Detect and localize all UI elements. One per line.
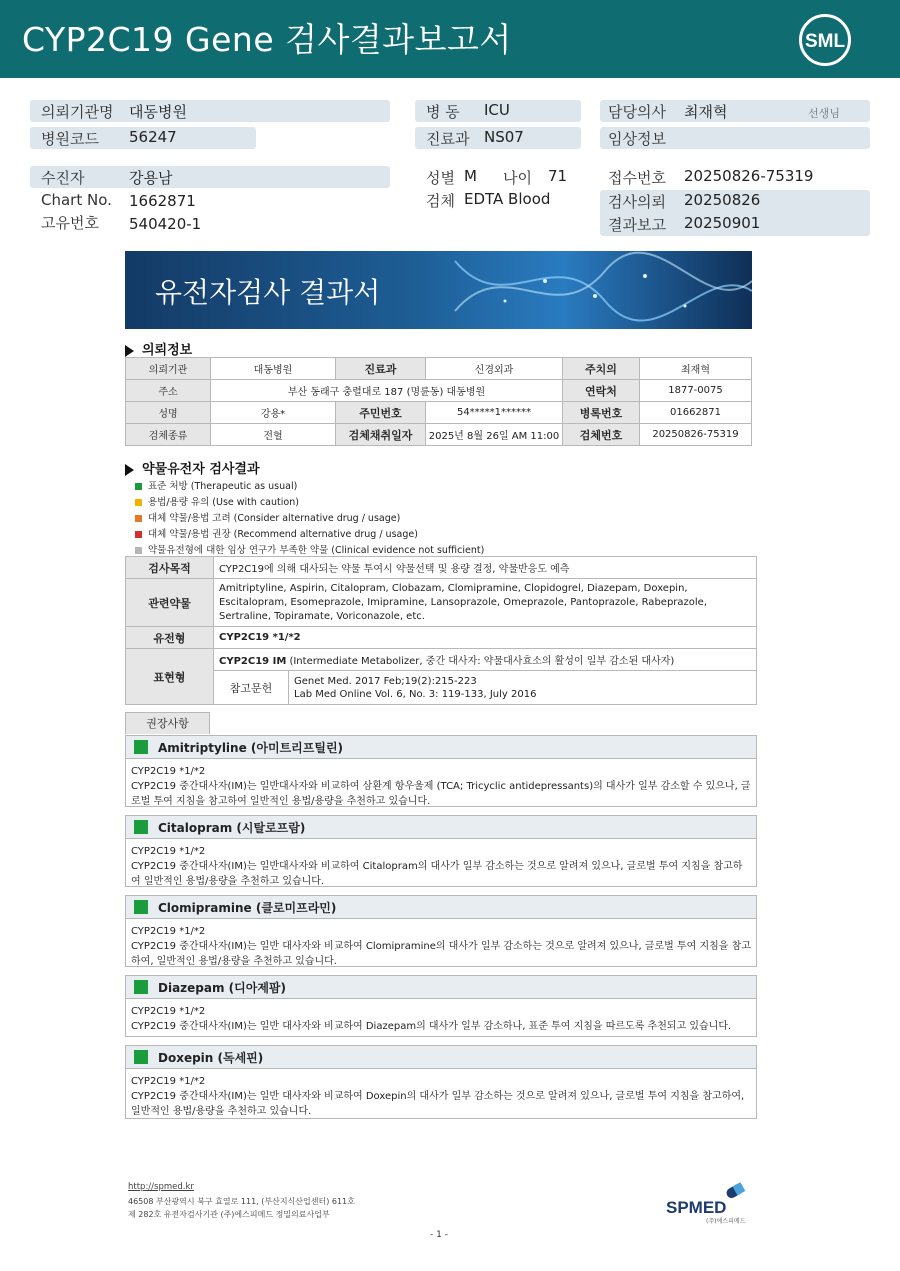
doctor-suffix: 선생님: [808, 107, 840, 120]
table-cell: 2025년 8월 26일 AM 11:00: [426, 424, 563, 446]
drug-recommendation-text: CYP2C19 중간대사자(IM)는 일반 대사자와 비교하여 Diazepam의 대사가 일부 감소하나, 표준 투여 지침을 따르도록 추천되고 있습니다.: [131, 1021, 732, 1032]
ref-line: Lab Med Online Vol. 6, No. 3: 119-133, July 2016: [294, 688, 537, 700]
table-cell: 20250826-75319: [640, 424, 752, 446]
doctor-value: 최재혁: [684, 103, 728, 121]
table-cell: 검체종류: [126, 424, 211, 446]
table-cell: 연락처: [563, 380, 640, 402]
purpose-label: 검사목적: [126, 557, 214, 579]
card-header: [126, 1046, 756, 1069]
green-square-icon: [134, 900, 148, 914]
age-value: 71: [548, 167, 568, 185]
unique-value: 540420-1: [129, 215, 202, 233]
legend-item: [135, 526, 418, 540]
table-cell: 진료과: [336, 358, 426, 380]
drug-genotype: CYP2C19 *1/*2: [131, 1006, 206, 1017]
drug-genotype: CYP2C19 *1/*2: [131, 766, 206, 777]
table-row: [126, 649, 757, 671]
legend-item: [135, 494, 299, 508]
table-cell: 강용*: [211, 402, 336, 424]
footer-url[interactable]: http://spmed.kr: [128, 1182, 194, 1192]
legend-item: [135, 478, 297, 492]
drug-recommendation-card: [125, 815, 757, 887]
drug-name: Citalopram (시탈로프람): [158, 821, 306, 835]
table-row: [126, 402, 752, 424]
legend-text: 표준 처방 (Therapeutic as usual): [148, 481, 298, 492]
dept-value: NS07: [484, 128, 524, 146]
unique-label: 고유번호: [41, 214, 99, 232]
table-cell: 전혈: [211, 424, 336, 446]
recommendation-tab: 권장사항: [125, 712, 210, 734]
report-date-label: 결과보고: [608, 216, 666, 234]
card-header: [126, 976, 756, 999]
doctor-label: 담당의사: [608, 103, 666, 121]
request-section-heading: [125, 339, 192, 358]
drug-genotype: CYP2C19 *1/*2: [131, 846, 206, 857]
table-row: [126, 627, 757, 649]
institution-label: 의뢰기관명: [41, 103, 114, 121]
table-cell: 검체채취일자: [336, 424, 426, 446]
dept-label: 진료과: [426, 130, 470, 148]
title-bar: [0, 0, 900, 78]
table-cell: 병록번호: [563, 402, 640, 424]
chart-value: 1662871: [129, 192, 196, 210]
specimen-value: EDTA Blood: [464, 190, 551, 208]
drug-recommendation-card: [125, 895, 757, 967]
legend-text: 대체 약물/용법 권장 (Recommend alternative drug / usage): [148, 529, 418, 540]
table-cell: 주민번호: [336, 402, 426, 424]
legend-text: 용법/용량 유의 (Use with caution): [148, 497, 299, 508]
spmed-logo: SPMED: [666, 1198, 727, 1217]
drug-recommendation-text: CYP2C19 중간대사자(IM)는 일반대사자와 비교하여 Citalopram의 대사가 일부 감소하는 것으로 알려져 있으나, 글로벌 투여 지침을 참고하여 일반적인 용법/용량을 추천하고 있습니다.: [131, 861, 743, 887]
legend-text: 대체 약물/용법 고려 (Consider alternative drug / usage): [148, 513, 401, 524]
table-cell: 01662871: [640, 402, 752, 424]
chart-label: Chart No.: [41, 191, 112, 209]
report-banner: [125, 251, 752, 329]
drug-recommendation-text: CYP2C19 중간대사자(IM)는 일반 대사자와 비교하여 Clomipramine의 대사가 일부 감소하는 것으로 알려져 있으나, 글로벌 투여 지침을 참고하여, 일반적인 용법/용량을 추천하고 있습니다.: [131, 941, 751, 967]
drug-recommendation-text: CYP2C19 중간대사자(IM)는 일반대사자와 비교하여 삼환계 항우울제 (TCA; Tricyclic antidepressants)의 대사가 일부 감소할 수 있으나, 글로벌 투여 지침을 참고하여 일반적인 용법/용량을 추천하고 있습니다.: [131, 781, 751, 807]
sml-logo: SML: [799, 14, 851, 66]
yellow-square-icon: [135, 499, 142, 506]
card-body: [126, 919, 756, 974]
table-cell: 부산 동래구 충렬대로 187 (명륜동) 대동병원: [211, 380, 563, 402]
age-label: 나이: [503, 169, 532, 187]
drug-recommendation-card: [125, 735, 757, 807]
hospital-code-label: 병원코드: [41, 130, 99, 148]
ref-label: 참고문헌: [214, 671, 289, 705]
table-cell: 신경외과: [426, 358, 563, 380]
card-body: [126, 759, 756, 814]
card-header: [126, 816, 756, 839]
table-row: [126, 380, 752, 402]
table-row: [126, 579, 757, 627]
receipt-label: 접수번호: [608, 169, 666, 187]
phenotype-value: [214, 649, 757, 671]
drugs-value: Amitriptyline, Aspirin, Citalopram, Clobazam, Clomipramine, Clopidogrel, Diazepam, Doxepin, Escitalopram, Esomeprazole, Imipramine, Lansoprazole, Omeprazole, Pantoprazole, Rabeprazole, Sertraline, Topiramate, Voriconazole, etc.: [214, 579, 757, 627]
table-cell: 주소: [126, 380, 211, 402]
page-number: - 1 -: [430, 1230, 448, 1240]
triangle-bullet-icon: [125, 345, 134, 357]
green-square-icon: [134, 1050, 148, 1064]
green-square-icon: [134, 820, 148, 834]
drug-genotype: CYP2C19 *1/*2: [131, 926, 206, 937]
drug-recommendation-card: [125, 1045, 757, 1119]
genotype-label: 유전형: [126, 627, 214, 649]
card-header: [126, 736, 756, 759]
hospital-code-value: 56247: [129, 128, 177, 146]
table-cell: 검체번호: [563, 424, 640, 446]
drug-name: Diazepam (디아제팜): [158, 981, 287, 995]
card-header: [126, 896, 756, 919]
footer-license: 제 282호 유전자검사기관 (주)에스피메드 정밀의료사업부: [128, 1210, 330, 1219]
ward-value: ICU: [484, 101, 510, 119]
phenotype-bold: CYP2C19 IM: [219, 656, 287, 667]
green-square-icon: [135, 483, 142, 490]
legend-item: [135, 542, 484, 556]
triangle-bullet-icon: [125, 464, 134, 476]
patient-label: 수진자: [41, 169, 85, 187]
report-date-value: 20250901: [684, 214, 761, 232]
patient-value: 강용남: [129, 169, 173, 187]
clinical-label: 임상정보: [608, 130, 666, 148]
report-title: CYP2C19 Gene 검사결과보고서: [22, 20, 512, 59]
table-cell: 54*****1******: [426, 402, 563, 424]
drug-name: Doxepin (독세핀): [158, 1051, 264, 1065]
green-square-icon: [134, 740, 148, 754]
result-section-title: 약물유전자 검사결과: [142, 462, 260, 477]
banner-title: 유전자검사 결과서: [155, 276, 381, 309]
sex-value: M: [464, 167, 477, 185]
red-square-icon: [135, 531, 142, 538]
table-cell: 1877-0075: [640, 380, 752, 402]
card-body: [126, 839, 756, 894]
specimen-label: 검체: [426, 192, 455, 210]
purpose-value: CYP2C19에 의해 대사되는 약물 투여시 약물선택 및 용량 결정, 약물반응도 예측: [214, 557, 757, 579]
result-section-heading: [125, 458, 260, 477]
footer-address: 46508 부산광역시 북구 효열로 111, (부산지식산업센터) 611호: [128, 1197, 355, 1206]
drug-name: Clomipramine (클로미프라민): [158, 901, 337, 915]
table-cell: 주치의: [563, 358, 640, 380]
table-cell: 성명: [126, 402, 211, 424]
drug-genotype: CYP2C19 *1/*2: [131, 1076, 206, 1087]
institution-value: 대동병원: [129, 103, 187, 121]
legend-text: 약물유전형에 대한 임상 연구가 부족한 약물 (Clinical evidence not sufficient): [148, 545, 485, 556]
table-cell: 최재혁: [640, 358, 752, 380]
request-section-title: 의뢰정보: [142, 343, 193, 358]
request-info-table: [125, 357, 752, 446]
table-row: [126, 671, 757, 705]
result-table: [125, 556, 757, 705]
table-row: [126, 358, 752, 380]
legend-item: [135, 510, 400, 524]
table-cell: 의뢰기관: [126, 358, 211, 380]
gray-square-icon: [135, 547, 142, 554]
ward-label: 병 동: [426, 103, 460, 121]
phenotype-desc: (Intermediate Metabolizer, 중간 대사자: 약물대사효소의 활성이 일부 감소된 대사자): [286, 656, 675, 667]
ref-value: [289, 671, 757, 705]
drug-recommendation-text: CYP2C19 중간대사자(IM)는 일반 대사자와 비교하여 Doxepin의 대사가 일부 감소하는 것으로 알려져 있으나, 글로벌 투여 지침을 참고하여, 일반적인 용법/용량을 추천하고 있습니다.: [131, 1091, 745, 1117]
ref-line: Genet Med. 2017 Feb;19(2):215-223: [294, 675, 477, 687]
card-body: [126, 999, 756, 1039]
spmed-logo-sub: (주)에스피메드: [706, 1218, 746, 1225]
card-body: [126, 1069, 756, 1124]
green-square-icon: [134, 980, 148, 994]
phenotype-label: 표현형: [126, 649, 214, 705]
table-row: [126, 557, 757, 579]
table-row: [126, 424, 752, 446]
request-label: 검사의뢰: [608, 193, 666, 211]
drug-name: Amitriptyline (아미트리프틸린): [158, 741, 344, 755]
genotype-value: CYP2C19 *1/*2: [214, 627, 757, 649]
request-value: 20250826: [684, 191, 761, 209]
receipt-value: 20250826-75319: [684, 167, 814, 185]
sex-label: 성별: [426, 169, 455, 187]
drugs-label: 관련약물: [126, 579, 214, 627]
orange-square-icon: [135, 515, 142, 522]
table-cell: 대동병원: [211, 358, 336, 380]
drug-recommendation-card: [125, 975, 757, 1037]
